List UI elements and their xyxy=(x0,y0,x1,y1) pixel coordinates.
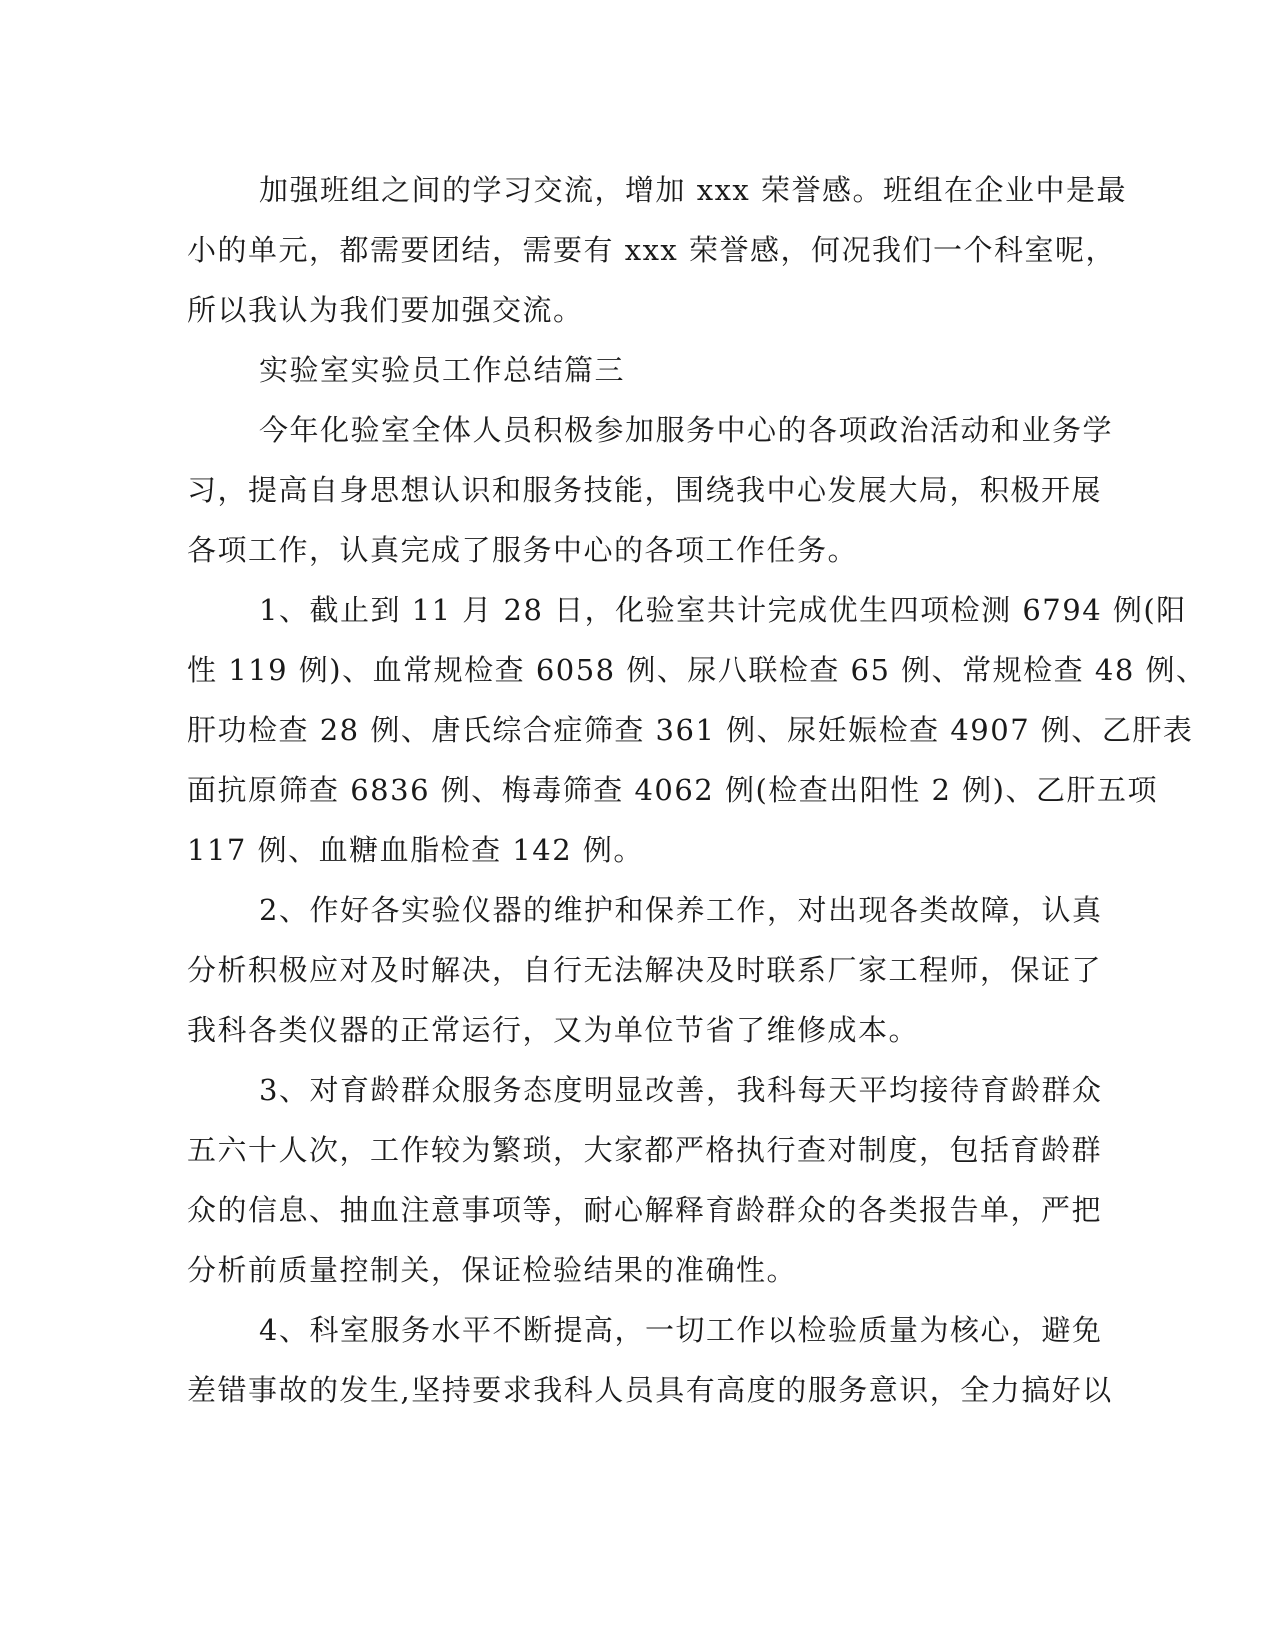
list-item-line: 性 119 例)、血常规检查 6058 例、尿八联检查 65 例、常规检查 48 例、 xyxy=(187,653,1207,687)
paragraph-line: 加强班组之间的学习交流，增加 xxx 荣誉感。班组在企业中是最 xyxy=(259,173,1128,207)
list-item-line: 4、科室服务水平不断提高，一切工作以检验质量为核心，避免 xyxy=(259,1313,1103,1347)
paragraph-line: 小的单元，都需要团结，需要有 xxx 荣誉感，何况我们一个科室呢， xyxy=(187,233,1117,267)
paragraph-line: 习，提高自身思想认识和服务技能，围绕我中心发展大局，积极开展 xyxy=(187,473,1103,507)
list-item-line: 众的信息、抽血注意事项等，耐心解释育龄群众的各类报告单，严把 xyxy=(187,1193,1103,1227)
document-body xyxy=(187,160,1207,1420)
list-item-line: 117 例、血糖血脂检查 142 例。 xyxy=(187,833,644,867)
list-item-line: 2、作好各实验仪器的维护和保养工作，对出现各类故障，认真 xyxy=(259,893,1103,927)
paragraph-line: 今年化验室全体人员积极参加服务中心的各项政治活动和业务学 xyxy=(259,413,1114,447)
list-item-line: 分析前质量控制关，保证检验结果的准确性。 xyxy=(187,1253,798,1287)
list-item-line: 差错事故的发生,坚持要求我科人员具有高度的服务意识，全力搞好以 xyxy=(187,1373,1113,1407)
list-item-line: 3、对育龄群众服务态度明显改善，我科每天平均接待育龄群众 xyxy=(259,1073,1103,1107)
list-item-line: 五六十人次，工作较为繁琐，大家都严格执行查对制度，包括育龄群 xyxy=(187,1133,1103,1167)
list-item-line: 我科各类仪器的正常运行，又为单位节省了维修成本。 xyxy=(187,1013,920,1047)
list-item-line: 肝功检查 28 例、唐氏综合症筛查 361 例、尿妊娠检查 4907 例、乙肝表 xyxy=(187,713,1194,747)
list-item-line: 分析积极应对及时解决，自行无法解决及时联系厂家工程师，保证了 xyxy=(187,953,1103,987)
list-item-line: 1、截止到 11 月 28 日，化验室共计完成优生四项检测 6794 例(阳 xyxy=(259,593,1187,627)
paragraph-line: 各项工作，认真完成了服务中心的各项工作任务。 xyxy=(187,533,859,567)
list-item-line: 面抗原筛查 6836 例、梅毒筛查 4062 例(检查出阳性 2 例)、乙肝五项 xyxy=(187,773,1158,807)
section-heading: 实验室实验员工作总结篇三 xyxy=(259,353,626,387)
paragraph-line: 所以我认为我们要加强交流。 xyxy=(187,293,584,327)
